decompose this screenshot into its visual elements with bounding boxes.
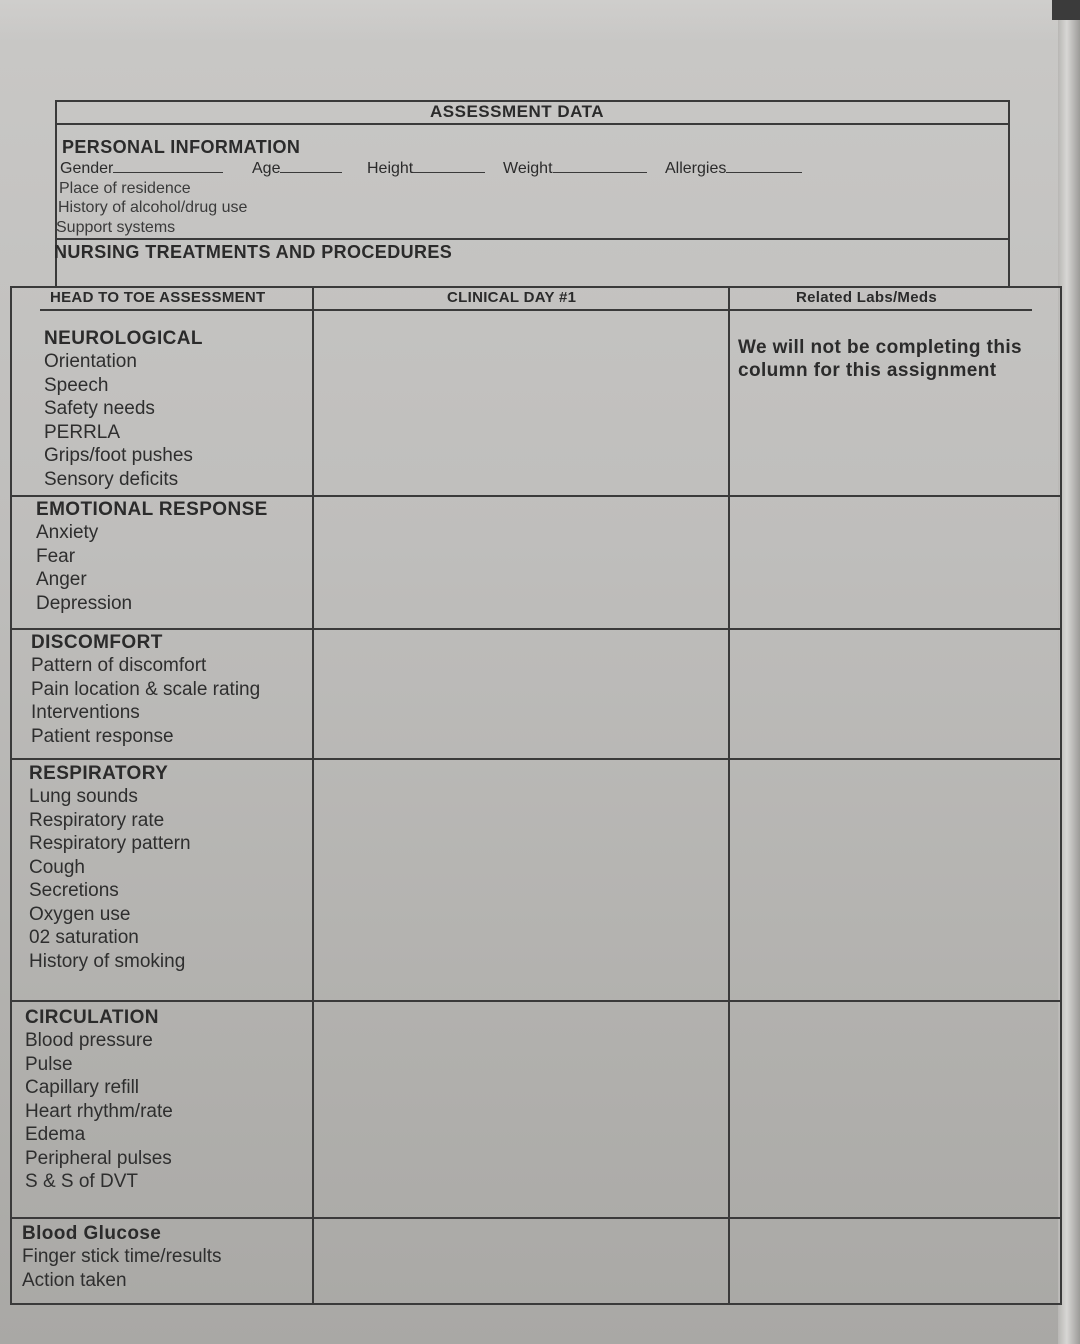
list-item: Secretions — [29, 880, 119, 901]
section-title: EMOTIONAL RESPONSE — [36, 499, 268, 520]
list-item: PERRLA — [44, 421, 121, 443]
list-item: Capillary refill — [25, 1077, 140, 1098]
weight-blank — [553, 161, 647, 173]
weight-label: Weight — [503, 160, 553, 177]
related-column-note: We will not be completing this column for this assignment — [738, 337, 1022, 381]
list-item: Respiratory rate — [29, 809, 165, 831]
personal-heading: PERSONAL INFORMATION — [62, 137, 301, 157]
alcohol-label: History of alcohol/drug use — [58, 199, 248, 216]
section-emotional-response — [36, 498, 268, 615]
list-item: Peripheral pulses — [25, 1147, 172, 1169]
list-item: Lung sounds — [29, 786, 138, 807]
gender-field[interactable] — [60, 160, 223, 178]
section-title: RESPIRATORY — [29, 763, 169, 784]
list-item: Action taken — [22, 1269, 127, 1291]
weight-field[interactable] — [503, 160, 647, 178]
col-header-head-to-toe: HEAD TO TOE ASSESSMENT — [50, 289, 266, 306]
list-item: Pattern of discomfort — [31, 655, 207, 676]
section-circulation — [25, 1006, 173, 1194]
nursing-heading: NURSING TREATMENTS AND PROCEDURES — [54, 242, 453, 262]
gender-label: Gender — [60, 160, 114, 177]
gender-blank — [113, 161, 223, 173]
list-item: 02 saturation — [29, 927, 139, 948]
section-title: DISCOMFORT — [31, 632, 163, 653]
row-divider-1 — [10, 495, 1062, 497]
row-divider-4 — [10, 1000, 1062, 1002]
row-divider-5 — [10, 1217, 1062, 1219]
list-item: Finger stick time/results — [22, 1246, 222, 1267]
col-divider-1 — [312, 286, 314, 1305]
list-item: Patient response — [31, 725, 174, 747]
section-title: CIRCULATION — [25, 1007, 159, 1028]
list-item: Speech — [44, 374, 109, 396]
form-title: ASSESSMENT DATA — [430, 102, 605, 121]
allergies-label: Allergies — [665, 160, 727, 177]
top-shadow — [0, 0, 1080, 40]
list-item: Respiratory pattern — [29, 833, 191, 854]
list-item: Safety needs — [44, 398, 155, 419]
section-discomfort — [31, 631, 260, 748]
support-label: Support systems — [56, 219, 176, 236]
col-header-related: Related Labs/Meds — [796, 289, 937, 306]
col-divider-2 — [728, 286, 730, 1305]
row-divider-3 — [10, 758, 1062, 760]
list-item: Sensory deficits — [44, 468, 179, 490]
section-respiratory — [29, 762, 191, 973]
list-item: History of smoking — [29, 950, 186, 972]
list-item: Depression — [36, 592, 133, 614]
list-item: Cough — [29, 856, 85, 878]
list-item: Grips/foot pushes — [44, 445, 193, 466]
height-field[interactable] — [367, 160, 485, 178]
column-header-divider — [40, 309, 1032, 311]
list-item: Orientation — [44, 351, 137, 372]
col-header-clinical-day: CLINICAL DAY #1 — [447, 289, 577, 306]
list-item: Fear — [36, 545, 76, 567]
corner-shadow — [1052, 0, 1080, 20]
personal-divider — [55, 238, 1010, 240]
height-blank — [413, 161, 485, 173]
age-blank — [280, 161, 342, 173]
title-divider — [55, 123, 1010, 125]
section-blood-glucose — [22, 1222, 222, 1292]
list-item: Interventions — [31, 702, 140, 723]
row-divider-2 — [10, 628, 1062, 630]
section-title: NEUROLOGICAL — [44, 328, 203, 349]
residence-label: Place of residence — [59, 180, 191, 197]
list-item: Anger — [36, 569, 87, 590]
list-item: Anxiety — [36, 522, 99, 543]
list-item: S & S of DVT — [25, 1171, 138, 1192]
list-item: Pain location & scale rating — [31, 678, 261, 700]
allergies-blank — [726, 161, 802, 173]
list-item: Oxygen use — [29, 903, 131, 925]
list-item: Edema — [25, 1124, 86, 1145]
height-label: Height — [367, 160, 414, 177]
list-item: Pulse — [25, 1053, 73, 1075]
section-title: Blood Glucose — [22, 1223, 162, 1244]
allergies-field[interactable] — [665, 160, 802, 178]
assessment-form — [10, 100, 1062, 1305]
list-item: Blood pressure — [25, 1030, 153, 1051]
list-item: Heart rhythm/rate — [25, 1100, 173, 1122]
section-neurological — [44, 327, 203, 491]
age-field[interactable] — [252, 160, 342, 178]
age-label: Age — [252, 160, 281, 177]
